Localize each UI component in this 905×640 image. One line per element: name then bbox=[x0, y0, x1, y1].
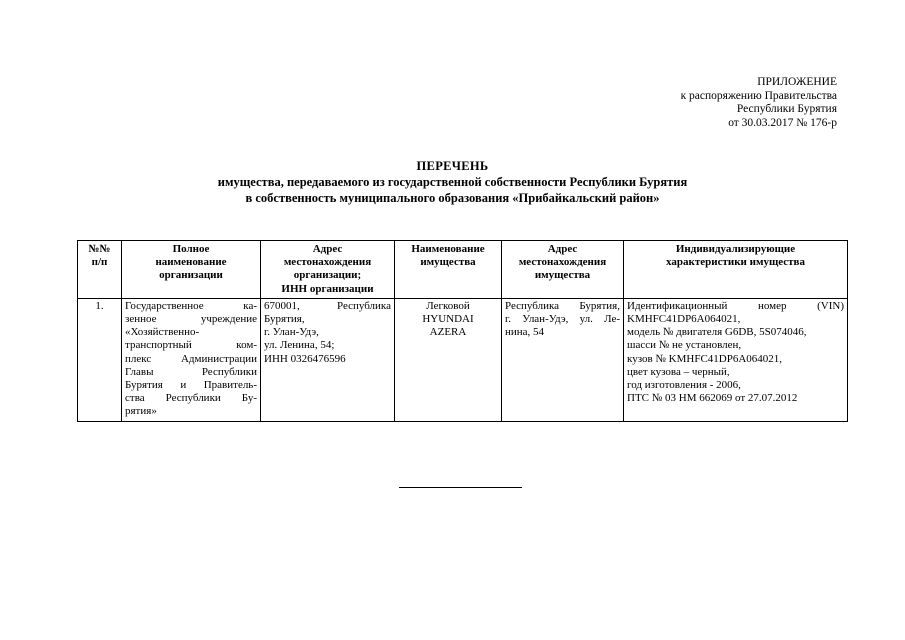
property-name-cell: Легковой HYUNDAI AZERA bbox=[395, 298, 502, 421]
header-property-name: Наименование имущества bbox=[395, 241, 502, 299]
characteristics-cell: Идентификационный номер (VIN) KMHFC41DP6A064021, модель № двигателя G6DB, 5S074046, шасси № не установлен, кузов № KMHFC41DP6A064021, цвет кузова – черный, год изготовления - 2006, ПТС № 03 НМ 662069 от 27.07.2012 bbox=[624, 298, 848, 421]
appendix-government: Республики Бурятия bbox=[736, 103, 837, 116]
property-address-cell: Республика Бурятия, г. Улан-Удэ, ул. Ле- нина, 54 bbox=[502, 298, 624, 421]
org-address-cell: 670001, Республика Бурятия, г. Улан-Удэ, ул. Ленина, 54; ИНН 0326476596 bbox=[261, 298, 395, 421]
property-table bbox=[77, 240, 848, 422]
row-number: 1. bbox=[78, 298, 122, 421]
appendix-order-ref: к распоряжению Правительства bbox=[680, 89, 837, 102]
org-name-cell: Государственное ка- зенное учреждение «Хозяйственно- транспортный ком- плекс Администрации Главы Республики Бурятия и Правитель- ства Республики Бу- рятия» bbox=[122, 298, 261, 421]
title-line-2: имущества, передаваемого из государственной собственности Республики Бурятия bbox=[217, 175, 688, 189]
header-number: №№ п/п bbox=[78, 241, 122, 299]
header-org-address: Адрес местонахождения организации; ИНН организации bbox=[261, 241, 395, 299]
table-row bbox=[78, 298, 848, 421]
title-heading: ПЕРЕЧЕНЬ bbox=[416, 159, 489, 173]
appendix-header bbox=[681, 76, 837, 130]
appendix-date-number: от 30.03.2017 № 176-р bbox=[728, 116, 837, 129]
header-property-address: Адрес местонахождения имущества bbox=[502, 241, 624, 299]
appendix-title: ПРИЛОЖЕНИЕ bbox=[757, 76, 837, 88]
header-org-name: Полное наименование организации bbox=[122, 241, 261, 299]
header-characteristics: Индивидуализирующие характеристики имущества bbox=[624, 241, 848, 299]
document-title bbox=[0, 158, 905, 206]
table-header-row bbox=[78, 241, 848, 299]
closing-rule bbox=[399, 487, 522, 488]
title-line-3: в собственность муниципального образования «Прибайкальский район» bbox=[245, 191, 660, 205]
